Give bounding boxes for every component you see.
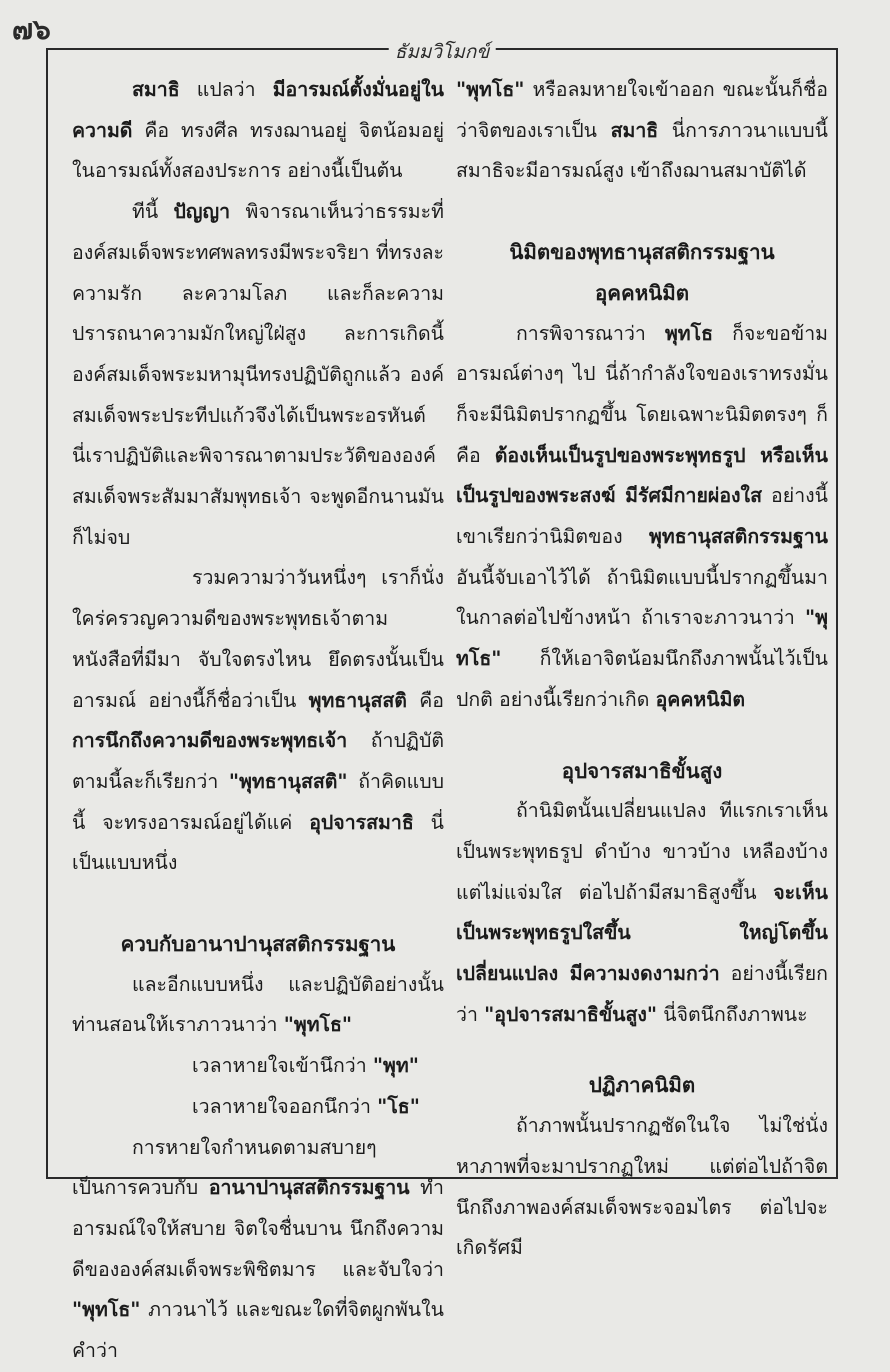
text-run: อย่างนี้เรียกว่า [456,962,828,1026]
text-run: อย่างนี้เขาเรียกว่านิมิตของ [456,484,828,549]
paragraph [72,1128,444,1372]
bold-run: อุคคหนิมิต [655,687,746,711]
section-heading: ควบกับอานาปานุสสติกรรมฐาน [120,932,396,957]
bold-run: "พุทโธ" [456,606,828,671]
bold-run: ปัญญา [173,200,231,224]
bold-run: อานาปานุสสติกรรมฐาน [208,1176,410,1200]
running-head: ธัมมวิโมกข์ [389,37,496,67]
bold-run: อุปจารสมาธิ [309,810,414,834]
text-run: เวลาหายใจเข้านึกว่า [192,1054,373,1078]
bold-run: สมาธิ [132,78,180,101]
paragraph [72,1087,444,1128]
bold-run: "พุทโธ" [283,1013,353,1037]
paragraph [456,791,828,1035]
text-run: ถ้าภาพนั้นปรากฏชัดในใจ ไม่ใช่นั่งหาภาพที่จะมาปรากฏใหม่ แต่ต่อไปถ้าจิตนึกถึงภาพองค์สมเด็จพระจอมไตร ต่อไปจะเกิดรัศมี [456,1114,828,1260]
right-column [456,70,828,1269]
text-run: อันนี้จับเอาไว้ได้ ถ้านิมิตแบบนี้ปรากฏขึ้นมาในกาลต่อไปข้างหน้า ถ้าเราจะภาวนาว่า [456,565,828,630]
paragraph [72,70,444,192]
bold-run: "พุทธานุสสติ" [228,769,348,793]
text-run: รวมความว่าวันหนึ่งๆ เราก็นั่งใคร่ครวญความดีของพระพุทธเจ้าตามหนังสือที่มีมา จับใจตรงไหน ยึดตรงนั้นเป็นอารมณ์ อย่างนี้ก็ชื่อว่าเป็น [72,566,444,712]
page-frame [46,41,838,1363]
text-run: ถ้าคิดแบบนี้ จะทรงอารมณ์อยู่ได้แค่ [72,769,444,834]
bold-run: การนึกถึงความดีของพระพุทธเจ้า [72,729,348,753]
paragraph [72,558,444,884]
paragraph [456,314,828,721]
bold-run: ต้องเห็นเป็นรูปของพระพุทธรูป หรือเห็นเป็นรูปของพระสงฆ์ มีรัศมีกายผ่องใส [456,443,828,508]
section-heading: ปฏิภาคนิมิต [588,1073,696,1098]
text-run: แปลว่า [179,78,273,101]
bold-run: "พุท" [372,1054,419,1078]
text-run: นี่จิตนึกถึงภาพนะ [657,1002,808,1026]
bold-run: "พุทโธ" [456,78,525,101]
bold-run: สมาธิ [610,118,659,142]
text-run: นี่เป็นแบบหนึ่ง [72,810,444,875]
section-subheading: อุคคหนิมิต [594,280,690,305]
text-run: ทีนี้ [132,200,174,224]
text-run: หรือลมหายใจเข้าออก ขณะนั้นก็ชื่อว่าจิตของเราเป็น [456,78,828,142]
bold-run: "อุปจารสมาธิขั้นสูง" [484,1002,658,1026]
text-run: ถ้านิมิตนั้นเปลี่ยนแปลง ทีแรกเราเห็นเป็นพระพุทธรูป ดำบ้าง ขาวบ้าง เหลืองบ้าง แต่ไม่แจ่มใส ต่อไปถ้ามีสมาธิสูงขึ้น [456,799,828,904]
text-run: ทำอารมณ์ใจให้สบาย จิตใจชื่นบาน นึกถึงความดีขององค์สมเด็จพระพิชิตมาร และจับใจว่า [72,1176,444,1281]
bold-run: พุทโธ [664,321,714,345]
text-run: เวลาหายใจออกนึกว่า [192,1094,378,1118]
text-run: พิจารณาเห็นว่าธรรมะที่องค์สมเด็จพระทศพลทรงมีพระจริยา ที่ทรงละความรัก ละความโลภ และก็ละความปรารถนาความมักใหญ่ใฝ่สูง ละการเกิดนี้ องค์สมเด็จพระมหามุนีทรงปฏิบัติถูกแล้ว องค์สมเด็จพระประทีปแก้วจึงได้เป็นพระอรหันต์ นี่เราปฏิบัติและพิจารณาตามประวัติขององค์สมเด็จพระสัมมาสัมพุทธเจ้า จะพูดอีกนานมันก็ไม่จบ [72,200,444,549]
paragraph [72,1046,444,1087]
bold-run: "พุทโธ" [72,1298,141,1322]
bold-run: พุทธานุสสติกรรมฐาน [648,525,828,549]
bold-run: พุทธานุสสติ [308,688,407,712]
text-run: ก็จะขอข้ามอารมณ์ต่างๆ ไป นี่ถ้ากำลังใจของเราทรงมั่นก็จะมีนิมิตปรากฏขึ้น โดยเฉพาะนิมิตตรงๆ ก็คือ [456,321,828,467]
bold-run: มีอารมณ์ตั้งมั่นอยู่ใน ความดี [72,78,444,142]
bold-run: "โธ" [377,1094,420,1118]
text-run: ก็ให้เอาจิตน้อมนึกถึงภาพนั้นไว้เป็นปกติ อย่างนี้เรียกว่าเกิด [456,647,828,711]
section-heading: นิมิตของพุทธานุสสติกรรมฐาน [509,240,775,265]
text-run: คือ [406,688,444,712]
text-run: การพิจารณาว่า [516,321,665,345]
paragraph [72,192,444,558]
paragraph [456,70,828,192]
text-run: ภาวนาไว้ และขณะใดที่จิตผูกพันในคำว่า [72,1298,444,1363]
paragraph [456,1106,828,1269]
bold-run: จะเห็นเป็นพระพุทธรูปใสขึ้น ใหญ่โตขึ้น เปลี่ยนแปลง มีความงดงามกว่า [456,880,828,986]
text-run: นี่การภาวนาแบบนี้ สมาธิจะมีอารมณ์สูง เข้าถึงฌานสมาบัติได้ [456,118,828,183]
page-number: ๗๖ [12,13,51,46]
text-run: และอีกแบบหนึ่ง และปฏิบัติอย่างนั้นท่านสอนให้เราภาวนาว่า [72,972,444,1037]
left-column [72,70,444,1372]
text-run: การหายใจกำหนดตามสบายๆ เป็นการควบกับ [72,1135,377,1200]
text-run: ถ้าปฏิบัติตามนี้ละก็เรียกว่า [72,729,444,793]
paragraph [72,965,444,1046]
section-heading: อุปจารสมาธิขั้นสูง [561,758,723,783]
text-run: คือ ทรงศีล ทรงฌานอยู่ จิตน้อมอยู่ ในอารมณ์ทั้งสองประการ อย่างนี้เป็นต้น [72,118,444,183]
